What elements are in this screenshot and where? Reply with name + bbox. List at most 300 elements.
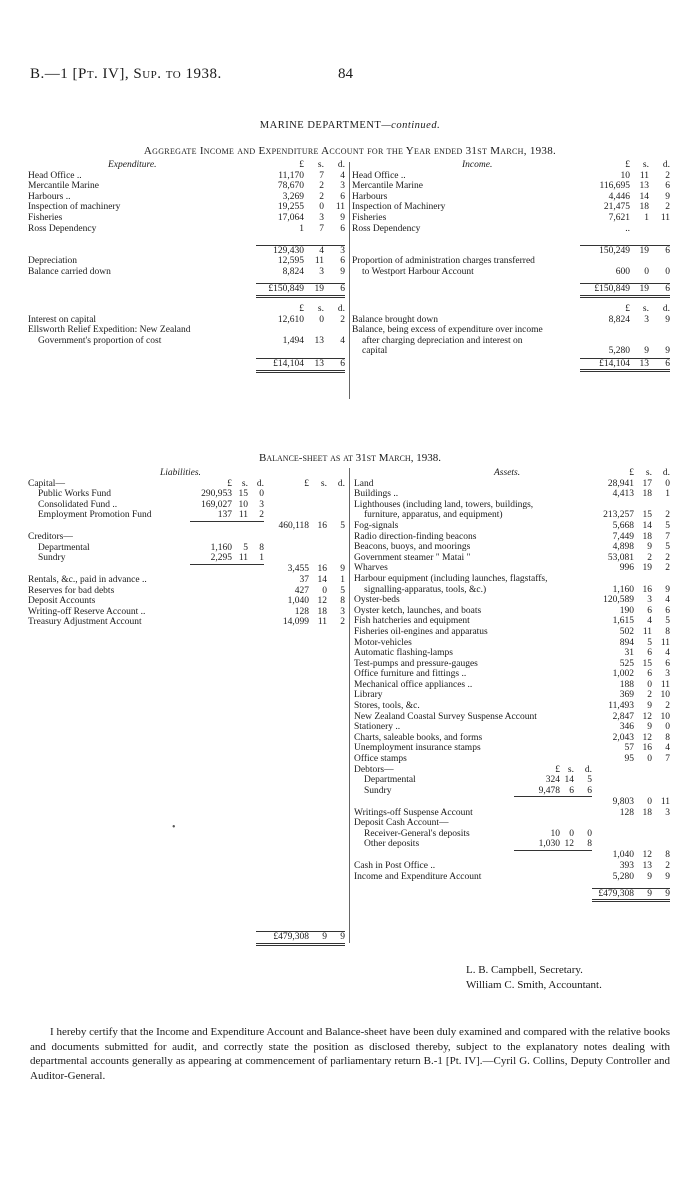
income-heading: Income. xyxy=(462,160,493,170)
liability-row xyxy=(28,596,345,607)
row-label: Sundry xyxy=(38,553,66,564)
amount-shillings: 12 xyxy=(642,850,652,861)
amount-shillings: 11 xyxy=(238,553,248,564)
amount-shillings: 3 xyxy=(647,595,652,606)
amount-shillings: 11 xyxy=(238,510,248,521)
amount-pence: 9 xyxy=(665,584,670,595)
row-label: Other deposits xyxy=(364,839,420,850)
amount-pounds: 12,595 xyxy=(277,256,304,267)
amount-pence: 11 xyxy=(660,679,670,690)
amount-shillings: 16 xyxy=(317,564,327,575)
income-row xyxy=(352,213,670,224)
signature-secretary: L. B. Campbell, Secretary. xyxy=(466,964,583,976)
amount-shillings: 16 xyxy=(317,521,327,532)
asset-row xyxy=(354,532,670,543)
page-reference: B.—1 [Pt. IV], Sup. to 1938. xyxy=(30,66,222,82)
deposit-total-row xyxy=(354,850,670,861)
income-row xyxy=(352,192,670,203)
amount-shillings: 4 xyxy=(304,245,324,256)
asset-row xyxy=(354,690,670,701)
expenditure-subtotal-row xyxy=(28,245,345,256)
amount-shillings: 19 xyxy=(630,283,649,296)
amount-shillings: 6 xyxy=(647,648,652,659)
pence-heading: d. xyxy=(662,160,670,170)
expenditure-row xyxy=(28,181,345,192)
row-label: Mercantile Marine xyxy=(352,181,423,192)
amount-pounds: 188 xyxy=(619,679,634,690)
row-label: Sundry xyxy=(364,785,392,796)
amount-pounds: .. xyxy=(625,223,630,234)
amount-pence: 6 xyxy=(587,785,592,796)
amount-pounds: 7,621 xyxy=(608,212,630,223)
amount-pounds: 137 xyxy=(217,510,232,521)
row-label: Proportion of administration charges transferred xyxy=(352,256,535,267)
row-label: Ellsworth Relief Expedition: New Zealand xyxy=(28,325,191,336)
amount-shillings: 19 xyxy=(642,563,652,574)
amount-shillings: 2 xyxy=(647,690,652,701)
shilling-heading: s. xyxy=(317,160,324,170)
amount-shillings: 7 xyxy=(319,223,324,234)
amount-pence: 6 xyxy=(665,658,670,669)
asset-row xyxy=(354,861,670,872)
asset-row xyxy=(354,510,670,521)
pound-heading: £ xyxy=(227,478,232,489)
excess-row-1 xyxy=(352,325,670,336)
income-table xyxy=(352,160,670,372)
expenditure-row xyxy=(28,267,345,278)
income-row xyxy=(352,181,670,192)
row-label: Ross Dependency xyxy=(28,223,97,234)
amount-pounds: 95 xyxy=(624,754,634,765)
amount-pounds: 31 xyxy=(624,648,634,659)
pound-heading: £ xyxy=(304,478,309,489)
amount-pence: 5 xyxy=(587,775,592,786)
amount-pence: 9 xyxy=(652,888,670,901)
row-label: Unemployment insurance stamps xyxy=(354,743,481,754)
amount-pence: 9 xyxy=(665,191,670,202)
row-label: Motor-vehicles xyxy=(354,637,412,648)
amount-pounds: 894 xyxy=(619,637,634,648)
expenditure-row xyxy=(28,192,345,203)
amount-pence: 4 xyxy=(665,743,670,754)
amount-pounds: 1,040 xyxy=(612,850,634,861)
asset-row xyxy=(354,606,670,617)
expenditure-row xyxy=(28,171,345,182)
writings-off-row xyxy=(354,808,670,819)
amount-shillings: 14 xyxy=(642,520,652,531)
mark: • xyxy=(172,822,176,833)
row-label: Ross Dependency xyxy=(352,223,421,234)
row-label: Depreciation xyxy=(28,256,78,267)
liabilities-heading: Liabilities. xyxy=(160,468,201,478)
amount-pounds: 8,824 xyxy=(282,266,304,277)
asset-row xyxy=(354,574,670,585)
row-label: Interest on capital xyxy=(28,314,97,325)
amount-pounds: 116,695 xyxy=(599,181,630,192)
liabilities-table xyxy=(28,468,345,628)
expenditure-total-row xyxy=(28,283,345,296)
amount-shillings: 9 xyxy=(309,932,327,945)
expenditure-row xyxy=(28,202,345,213)
row-label: capital xyxy=(362,346,388,357)
pound-heading: £ xyxy=(625,160,630,170)
amount-shillings: 2 xyxy=(319,181,324,192)
expenditure-head-row xyxy=(28,160,345,171)
pence-heading: d. xyxy=(337,478,345,489)
amount-pounds: 393 xyxy=(619,860,634,871)
amount-pence: 6 xyxy=(340,223,345,234)
amount-pence xyxy=(652,500,670,511)
amount-pence: 8 xyxy=(665,732,670,743)
proportion-row-2 xyxy=(352,267,670,278)
amount-shillings: 0 xyxy=(319,202,324,213)
deposit-row xyxy=(354,839,670,850)
row-label: Fisheries xyxy=(28,212,63,223)
amount-pence: 6 xyxy=(665,605,670,616)
amount-pounds: 28,941 xyxy=(607,478,634,489)
row-label: Fisheries oil-engines and apparatus xyxy=(354,626,488,637)
column-divider-top xyxy=(349,162,350,399)
amount-pence: 3 xyxy=(665,807,670,818)
row-label: Stores, tools, &c. xyxy=(354,701,420,712)
pence-heading: d. xyxy=(584,764,592,775)
row-label: Writing-off Reserve Account .. xyxy=(28,606,146,617)
amount-shillings: 11 xyxy=(639,170,649,181)
row-label: Income and Expenditure Account xyxy=(354,871,482,882)
amount-pence: 6 xyxy=(665,181,670,192)
amount-shillings: 3 xyxy=(319,266,324,277)
amount-pounds: 369 xyxy=(619,690,634,701)
pence-heading: d. xyxy=(337,304,345,315)
amount-pence: 2 xyxy=(665,563,670,574)
expenditure-row xyxy=(28,224,345,235)
amount-pounds: 8,824 xyxy=(608,314,630,325)
amount-shillings: 13 xyxy=(304,358,324,371)
interest-row xyxy=(28,315,345,326)
amount-shillings: 18 xyxy=(642,531,652,542)
row-label: Office stamps xyxy=(354,754,407,765)
amount-pence: 2 xyxy=(340,314,345,325)
column-divider xyxy=(349,468,350,943)
expenditure-row xyxy=(28,213,345,224)
row-label: Charts, saleable books, and forms xyxy=(354,732,483,743)
asset-row xyxy=(354,722,670,733)
row-label: Harbours xyxy=(352,191,388,202)
amount-shillings: 5 xyxy=(243,542,248,553)
amount-shillings: 9 xyxy=(647,722,652,733)
amount-pence xyxy=(652,574,670,585)
capital-row xyxy=(28,510,345,521)
row-label: Fog-signals xyxy=(354,520,399,531)
deposit-row xyxy=(354,829,670,840)
asset-row xyxy=(354,616,670,627)
amount-pounds: £14,104 xyxy=(580,358,630,371)
amount-pounds: 129,430 xyxy=(256,245,304,256)
amount-pence: 0 xyxy=(587,828,592,839)
row-label: Departmental xyxy=(364,775,416,786)
row-label: Head Office .. xyxy=(352,170,406,181)
amount-pounds: 21,475 xyxy=(603,202,630,213)
amount-shillings: 16 xyxy=(642,743,652,754)
assets-table xyxy=(354,468,670,902)
amount-pence: 2 xyxy=(665,170,670,181)
row-label: Mercantile Marine xyxy=(28,181,99,192)
amount-shillings: 6 xyxy=(647,605,652,616)
shilling-heading: s. xyxy=(642,304,649,315)
amount-pounds: 169,027 xyxy=(201,499,232,510)
row-label: Land xyxy=(354,478,374,489)
amount-shillings: 7 xyxy=(319,170,324,181)
amount-pounds: 57 xyxy=(624,743,634,754)
amount-shillings: 0 xyxy=(647,754,652,765)
page-number: 84 xyxy=(338,66,353,82)
income-subtotal-row xyxy=(352,245,670,256)
amount-pounds: 346 xyxy=(619,722,634,733)
amount-shillings: 12 xyxy=(642,711,652,722)
amount-pounds: 502 xyxy=(619,626,634,637)
amount-pounds: 19,255 xyxy=(277,202,304,213)
amount-pence: 10 xyxy=(660,711,670,722)
assets-total-row xyxy=(354,888,670,901)
amount-pence: 9 xyxy=(665,871,670,882)
pound-heading: £ xyxy=(629,468,634,478)
amount-shillings: 6 xyxy=(569,785,574,796)
row-label: New Zealand Coastal Survey Suspense Account xyxy=(354,711,537,722)
row-label: Writings-off Suspense Account xyxy=(354,807,473,818)
amount-pounds: 3,269 xyxy=(282,191,304,202)
row-label: Stationery .. xyxy=(354,722,401,733)
amount-pence: 4 xyxy=(665,595,670,606)
amount-shillings: 18 xyxy=(642,489,652,500)
amount-pence: 3 xyxy=(665,669,670,680)
amount-shillings: 1 xyxy=(644,212,649,223)
amount-shillings: 12 xyxy=(642,732,652,743)
amount-pounds: 128 xyxy=(294,606,309,617)
amount-pence: 2 xyxy=(665,202,670,213)
liabilities-total-table xyxy=(256,931,345,946)
amount-pence: 9 xyxy=(340,212,345,223)
amount-shillings: 12 xyxy=(317,596,327,607)
row-label: Rentals, &c., paid in advance .. xyxy=(28,574,147,585)
amount-pence: 8 xyxy=(587,839,592,850)
asset-row xyxy=(354,733,670,744)
capital-label: Capital— xyxy=(28,478,65,489)
amount-pounds: £14,104 xyxy=(256,358,304,371)
department-name: MARINE DEPARTMENT xyxy=(259,120,382,131)
expenditure-heading: Expenditure. xyxy=(108,160,157,170)
creditors-head-row xyxy=(28,532,345,543)
amount-shillings: 18 xyxy=(642,807,652,818)
amount-pounds: 600 xyxy=(615,266,630,277)
amount-pence: 5 xyxy=(665,520,670,531)
amount-pence: 3 xyxy=(259,499,264,510)
row-label: Oyster ketch, launches, and boats xyxy=(354,605,482,616)
amount-pence xyxy=(649,224,670,235)
amount-pence: 6 xyxy=(340,256,345,267)
amount-pounds: 2,043 xyxy=(612,732,634,743)
amount-pounds: 213,257 xyxy=(603,510,634,521)
amount-pence: 6 xyxy=(649,283,670,296)
amount-shillings: 0 xyxy=(322,585,327,596)
amount-pounds: 9,803 xyxy=(612,796,634,807)
asset-row xyxy=(354,680,670,691)
row-label: Inspection of machinery xyxy=(28,202,121,213)
amount-pounds: 10 xyxy=(550,828,560,839)
asset-row xyxy=(354,595,670,606)
row-label: Cash in Post Office .. xyxy=(354,860,436,871)
amount-pounds: 4,446 xyxy=(608,191,630,202)
asset-row xyxy=(354,479,670,490)
shilling-heading: s. xyxy=(642,160,649,170)
amount-pence: 11 xyxy=(335,202,345,213)
income-row xyxy=(352,224,670,235)
row-label: Buildings .. xyxy=(354,489,399,500)
row-label: Deposit Accounts xyxy=(28,596,96,607)
balance-brought-down-row xyxy=(352,315,670,326)
asset-row xyxy=(354,701,670,712)
ellsworth-row-1 xyxy=(28,325,345,336)
row-label: Public Works Fund xyxy=(38,489,111,500)
amount-shillings: 11 xyxy=(317,617,327,628)
amount-pence: 3 xyxy=(324,245,345,256)
amount-pence: 1 xyxy=(259,553,264,564)
amount-pounds: 1,160 xyxy=(612,584,634,595)
amount-shillings: 0 xyxy=(647,679,652,690)
amount-pounds: 1,615 xyxy=(612,616,634,627)
pound-heading: £ xyxy=(555,764,560,775)
amount-pence: 0 xyxy=(665,722,670,733)
amount-pounds: 5,280 xyxy=(608,346,630,357)
row-label: furniture, apparatus, and equipment) xyxy=(364,510,503,521)
expenditure-row xyxy=(28,256,345,267)
row-label: Harbours .. xyxy=(28,191,71,202)
debtors-label: Debtors— xyxy=(354,764,394,775)
amount-shillings: 16 xyxy=(642,584,652,595)
amount-pounds: 4,413 xyxy=(612,489,634,500)
amount-shillings: 0 xyxy=(569,828,574,839)
amount-pounds: 460,118 xyxy=(278,521,309,532)
liability-row xyxy=(28,607,345,618)
creditors-total-row xyxy=(28,564,345,575)
amount-pounds: 17,064 xyxy=(277,212,304,223)
amount-shillings: 2 xyxy=(319,191,324,202)
income-head-row xyxy=(352,160,670,171)
liabilities-section xyxy=(28,468,345,628)
row-label: Test-pumps and pressure-gauges xyxy=(354,658,478,669)
amount-shillings: 13 xyxy=(630,358,649,371)
excess-row-2 xyxy=(352,336,670,347)
amount-pence: 5 xyxy=(665,616,670,627)
amount-shillings: 19 xyxy=(630,245,649,256)
row-label: Receiver-General's deposits xyxy=(364,828,470,839)
asset-row xyxy=(354,585,670,596)
asset-row xyxy=(354,627,670,638)
amount-shillings: 0 xyxy=(647,796,652,807)
amount-pence: 5 xyxy=(340,585,345,596)
debtors-total-row xyxy=(354,797,670,808)
amount-shillings: 11 xyxy=(314,256,324,267)
amount-pence: 6 xyxy=(324,358,345,371)
amount-pence: 4 xyxy=(340,335,345,346)
pence-heading: d. xyxy=(256,478,264,489)
debtor-row xyxy=(354,786,670,797)
income-total-row xyxy=(352,283,670,296)
row-label: Fish hatcheries and equipment xyxy=(354,616,470,627)
amount-shillings: 10 xyxy=(238,499,248,510)
row-label: Mechanical office appliances .. xyxy=(354,679,473,690)
amount-pounds: 324 xyxy=(545,775,560,786)
row-label: Automatic flashing-lamps xyxy=(354,648,453,659)
row-label: Lighthouses (including land, towers, buildings, xyxy=(354,499,534,510)
amount-pence: 3 xyxy=(340,181,345,192)
amount-pounds: £479,308 xyxy=(592,888,634,901)
amount-pounds: 290,953 xyxy=(201,489,232,500)
amount-pounds: 3,455 xyxy=(287,564,309,575)
income-row xyxy=(352,202,670,213)
asset-row xyxy=(354,638,670,649)
income-row xyxy=(352,171,670,182)
amount-pence: 8 xyxy=(340,596,345,607)
row-label: Government's proportion of cost xyxy=(38,335,162,346)
assets-heading: Assets. xyxy=(494,468,521,478)
amount-shillings: 14 xyxy=(639,191,649,202)
row-label: Balance, being excess of expenditure over income xyxy=(352,325,543,336)
row-label: to Westport Harbour Account xyxy=(362,266,474,277)
debtor-row xyxy=(354,775,670,786)
amount-shillings xyxy=(634,500,652,511)
amount-pence: 3 xyxy=(340,606,345,617)
excess-row-3 xyxy=(352,346,670,357)
amount-pence: 11 xyxy=(660,637,670,648)
amount-pence: 2 xyxy=(340,617,345,628)
asset-row xyxy=(354,872,670,883)
amount-shillings xyxy=(634,574,652,585)
row-label: Fisheries xyxy=(352,212,387,223)
amount-pence: 10 xyxy=(660,690,670,701)
asset-row xyxy=(354,563,670,574)
amount-pounds: 5,668 xyxy=(612,520,634,531)
amount-pence: 1 xyxy=(665,489,670,500)
amount-pounds: 5,280 xyxy=(612,871,634,882)
amount-pounds: 190 xyxy=(619,605,634,616)
amount-pounds: £150,849 xyxy=(256,283,304,296)
amount-pounds: 1,030 xyxy=(538,839,560,850)
amount-pounds: 14,099 xyxy=(282,617,309,628)
row-label: Beacons, buoys, and moorings xyxy=(354,542,471,553)
amount-shillings: 0 xyxy=(644,266,649,277)
amount-shillings: 9 xyxy=(647,871,652,882)
amount-pounds: 120,589 xyxy=(603,595,634,606)
expenditure-section xyxy=(28,160,345,373)
amount-pounds: 525 xyxy=(619,658,634,669)
amount-pence: 2 xyxy=(259,510,264,521)
amount-shillings: 2 xyxy=(647,552,652,563)
amount-pence: 6 xyxy=(649,245,670,256)
amount-pounds: £479,308 xyxy=(256,932,309,945)
amount-shillings: 3 xyxy=(319,212,324,223)
row-label: Departmental xyxy=(38,542,90,553)
capital-head-row xyxy=(28,479,345,490)
amount-shillings: 9 xyxy=(647,701,652,712)
pound-heading: £ xyxy=(625,304,630,315)
amount-pence: 8 xyxy=(665,850,670,861)
amount-pounds: 1 xyxy=(299,223,304,234)
expenditure-table xyxy=(28,160,345,373)
amount-shillings: 9 xyxy=(634,888,652,901)
amount-pence: 0 xyxy=(259,489,264,500)
amount-pence: 9 xyxy=(340,564,345,575)
income-account-title: Aggregate Income and Expenditure Account for the Year ended 31st March, 1938. xyxy=(143,145,557,157)
